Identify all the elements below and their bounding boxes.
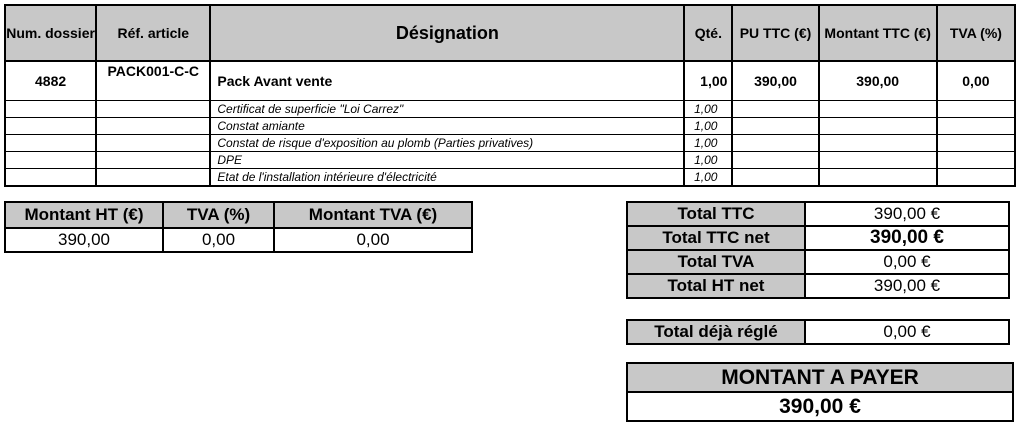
- invoice-lines-table: [4, 4, 1016, 187]
- table-row: [5, 169, 1015, 187]
- total-ttc-label: Total TTC: [627, 202, 805, 226]
- cell-pu-ttc: 390,00: [732, 61, 818, 101]
- cell-sub-qte: 1,00: [684, 118, 732, 135]
- cell-tva: 0,00: [937, 61, 1015, 101]
- header-designation: Désignation: [210, 5, 684, 61]
- amount-due-value: 390,00 €: [627, 392, 1013, 421]
- cell-sub-designation: Constat de risque d'exposition au plomb (Parties privatives): [210, 135, 684, 152]
- amount-due-table: [626, 362, 1014, 422]
- cell-sub-designation: Certificat de superficie "Loi Carrez": [210, 101, 684, 118]
- total-tva-label: Total TVA: [627, 250, 805, 274]
- cell-sub-designation: Etat de l'installation intérieure d'électricité: [210, 169, 684, 187]
- cell-sub-qte: 1,00: [684, 152, 732, 169]
- table-row: [5, 61, 1015, 101]
- cell-num-dossier: 4882: [5, 61, 96, 101]
- header-montant-ttc: Montant TTC (€): [819, 5, 937, 61]
- cell-sub-designation: Constat amiante: [210, 118, 684, 135]
- cell-sub-qte: 1,00: [684, 101, 732, 118]
- table-row: [5, 135, 1015, 152]
- header-montant-tva: Montant TVA (€): [274, 202, 472, 228]
- tax-summary-table: [4, 201, 473, 253]
- header-pu-ttc: PU TTC (€): [732, 5, 818, 61]
- total-ttc-value: 390,00 €: [805, 202, 1009, 226]
- value-montant-tva: 0,00: [274, 228, 472, 252]
- total-tva-value: 0,00 €: [805, 250, 1009, 274]
- header-num-dossier: Num. dossier: [5, 5, 96, 61]
- table-row: [5, 118, 1015, 135]
- cell-designation: Pack Avant vente: [210, 61, 684, 101]
- header-tva-percent: TVA (%): [163, 202, 274, 228]
- cell-qte: 1,00: [684, 61, 732, 101]
- value-tva-percent: 0,00: [163, 228, 274, 252]
- cell-sub-qte: 1,00: [684, 135, 732, 152]
- cell-montant-ttc: 390,00: [819, 61, 937, 101]
- header-montant-ht: Montant HT (€): [5, 202, 163, 228]
- total-ht-net-label: Total HT net: [627, 274, 805, 298]
- totals-table: [626, 201, 1010, 299]
- already-paid-table: [626, 319, 1010, 345]
- header-qte: Qté.: [684, 5, 732, 61]
- total-ttc-net-value: 390,00 €: [805, 226, 1009, 250]
- total-ht-net-value: 390,00 €: [805, 274, 1009, 298]
- amount-due-label: MONTANT A PAYER: [627, 363, 1013, 392]
- value-montant-ht: 390,00: [5, 228, 163, 252]
- table-header-row: [5, 5, 1015, 61]
- cell-sub-qte: 1,00: [684, 169, 732, 187]
- table-row: [5, 101, 1015, 118]
- deja-regle-value: 0,00 €: [805, 320, 1009, 344]
- cell-ref-article: PACK001-C-C: [96, 61, 210, 101]
- header-tva: TVA (%): [937, 5, 1015, 61]
- cell-sub-designation: DPE: [210, 152, 684, 169]
- header-ref-article: Réf. article: [96, 5, 210, 61]
- total-ttc-net-label: Total TTC net: [627, 226, 805, 250]
- deja-regle-label: Total déjà réglé: [627, 320, 805, 344]
- table-row: [5, 152, 1015, 169]
